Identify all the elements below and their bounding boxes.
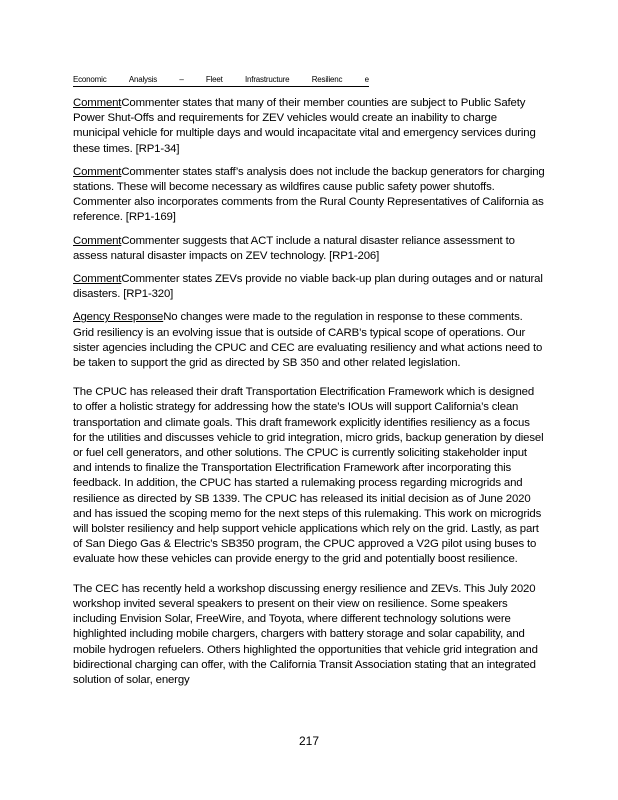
response-text: The CEC has recently held a workshop discussing energy resilience and ZEVs. This July 2020 workshop invited several speakers to present on their view on resilience. Some speakers including Envision Solar, FreeWire, and Toyota, where different technology solutions were highlighted including mobile chargers, chargers with battery storage and solar capability, and mobile hydrogen refuelers. Others highlighted the opportunities that vehicle grid integration and bidirectional charging can offer, with the California Transit Association stating that an integrated solution of solar, energy: [73, 582, 538, 686]
header-part: –: [179, 75, 184, 84]
document-body: [73, 96, 545, 696]
response-paragraph: [73, 310, 545, 371]
comment-label: Comment: [73, 273, 122, 286]
header-part: Resilienc: [311, 75, 343, 84]
response-text: No changes were made to the regulation in response to these comments. Grid resiliency is an evolving issue that is outside of CARB’s typical scope of operations. Our sister agencies including the CPUC and CEC are evaluating resiliency and what actions need to be taken to support the grid as directed by SB 350 and other related legislation.: [73, 311, 543, 370]
comment-label: Comment: [73, 234, 122, 247]
response-label: Agency Response: [73, 311, 164, 324]
page-number: 217: [298, 734, 320, 748]
comment-paragraph: [73, 272, 545, 302]
comment-paragraph: [73, 96, 545, 157]
header-part: Infrastructure: [245, 75, 290, 84]
comment-text: Commenter states ZEVs provide no viable back-up plan during outages and or natural disasters. [RP1-320]: [73, 273, 543, 301]
comment-text: Commenter suggests that ACT include a natural disaster reliance assessment to assess natural disaster impacts on ZEV technology. [RP1-206]: [73, 234, 515, 262]
comment-paragraph: [73, 165, 545, 226]
comment-text: Commenter states that many of their member counties are subject to Public Safety Power Shut-Offs and requirements for ZEV vehicles would create an inability to charge municipal vehicle for multiple days and would incapacitate vital and emergency services during these times. [RP1-34]: [73, 97, 536, 155]
comment-text: Commenter states staff’s analysis does not include the backup generators for charging stations. These will become necessary as wildfires cause public safety power shutoffs. Commenter also incorporates comments from the Rural County Representatives of California as reference. [RP1-169]: [73, 165, 545, 224]
response-paragraph: [73, 582, 545, 688]
comment-label: Comment: [73, 165, 122, 178]
comment-label: Comment: [73, 97, 122, 109]
header-part: e: [364, 75, 369, 84]
response-text: The CPUC has released their draft Transportation Electrification Framework which is designed to offer a holistic strategy for addressing how the state’s IOUs will support California’s clean transportation and climate goals. This draft framework explicitly identifies resiliency as a focus for the utilities and discusses vehicle to grid integration, micro grids, backup generation by diesel or fuel cell generators, and other solutions. The CPUC is currently soliciting stakeholder input and intends to finalize the Transportation Electrification Framework after incorporating this feedback. In addition, the CPUC has started a rulemaking process regarding microgrids and resilience as directed by SB 1339. The CPUC has released its initial decision as of June 2020 and has issued the scoping memo for the next steps of this rulemaking. This work on microgrids will bolster resiliency and help support vehicle applications which rely on the grid. Lastly, as part of San Diego Gas & Electric’s SB350 program, the CPUC approved a V2G pilot using buses to evaluate how these vehicles can provide energy to the grid and potentially boost resilience.: [73, 386, 544, 566]
header-part: Fleet: [205, 75, 223, 84]
running-header: [73, 74, 369, 87]
header-part: Economic: [73, 75, 107, 84]
response-paragraph: [73, 385, 545, 567]
comment-paragraph: [73, 234, 545, 264]
header-part: Analysis: [128, 75, 158, 84]
